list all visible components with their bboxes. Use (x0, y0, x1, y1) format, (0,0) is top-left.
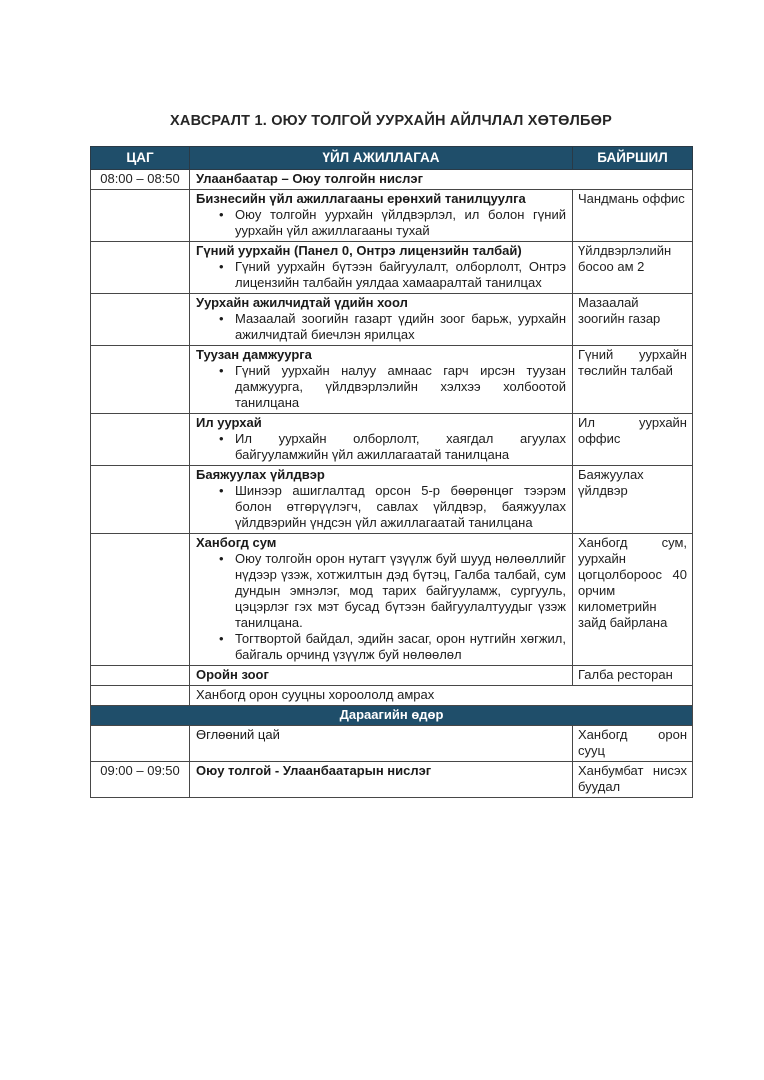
bullet-icon: • (219, 631, 224, 646)
table-row (91, 170, 693, 190)
bullet-item (195, 431, 567, 463)
bullet-icon: • (219, 431, 224, 446)
bullet-text: Шинээр ашиглалтад орсон 5-р бөөрөнцөг тээрэм болон өтгөрүүлэгч, савлах үйлдвэр, баяжуулах үйлдвэрийн үндсэн үйл ажиллагаатай танилцана (235, 483, 566, 530)
table-header (91, 147, 693, 170)
location-cell: Ханбогд орон сууц (573, 726, 693, 762)
column-header-location: БАЙРШИЛ (573, 147, 693, 170)
table-row (91, 726, 693, 762)
time-cell (91, 190, 190, 242)
time-cell (91, 242, 190, 294)
bullet-text: Гүний уурхайн налуу амнаас гарч ирсэн туузан дамжуурга, үйлдвэрлэлийн хэлхээ холбоотой танилцана (235, 363, 566, 410)
activity-cell (190, 466, 573, 534)
bullet-item (195, 631, 567, 663)
document-title: ХАВСРАЛТ 1. ОЮУ ТОЛГОЙ УУРХАЙН АЙЛЧЛАЛ ХӨТӨЛБӨР (170, 113, 612, 129)
table-body (91, 170, 693, 798)
header-row (91, 147, 693, 170)
column-header-activity: ҮЙЛ АЖИЛЛАГАА (190, 147, 573, 170)
activity-cell (190, 242, 573, 294)
location-cell: Үйлдвэрлэлийн босоо ам 2 (573, 242, 693, 294)
activity-title: Оройн зоог (196, 667, 269, 682)
bullet-text: Ил уурхайн олборлолт, хаягдал агуулах байгууламжийн үйл ажиллагаатай танилцана (235, 431, 566, 462)
bullet-icon: • (219, 483, 224, 498)
activity-cell (190, 666, 573, 686)
bullet-icon: • (219, 259, 224, 274)
table-row (91, 346, 693, 414)
location-cell: Баяжуулах үйлдвэр (573, 466, 693, 534)
table-row (91, 466, 693, 534)
time-cell (91, 686, 190, 706)
bullet-icon: • (219, 207, 224, 222)
activity-title: Оюу толгой - Улаанбаатарын нислэг (196, 763, 432, 778)
location-cell: Ханбогд сум, уурхайн цогцолбороос 40 орчим километрийн зайд байрлана (573, 534, 693, 666)
bullet-text: Оюу толгойн уурхайн үйлдвэрлэл, ил болон гүний уурхайн үйл ажиллагааны тухай (235, 207, 566, 238)
schedule-table (90, 146, 693, 798)
activity-title: Туузан дамжуурга (196, 347, 312, 362)
table-row (91, 706, 693, 726)
table-row (91, 534, 693, 666)
activity-title: Улаанбаатар – Оюу толгойн нислэг (196, 171, 424, 186)
activity-title: Уурхайн ажилчидтай үдийн хоол (196, 295, 408, 310)
time-cell (91, 534, 190, 666)
activity-cell (190, 190, 573, 242)
activity-title: Ханбогд орон сууцны хороололд амрах (196, 687, 435, 702)
location-cell: Ханбумбат нисэх буудал (573, 762, 693, 798)
activity-title: Баяжуулах үйлдвэр (196, 467, 325, 482)
table-row (91, 242, 693, 294)
time-cell: 08:00 – 08:50 (91, 170, 190, 190)
bullet-item (195, 551, 567, 631)
location-cell: Чандмань оффис (573, 190, 693, 242)
activity-cell (190, 686, 693, 706)
bullet-text: Оюу толгойн орон нутагт үзүүлж буй шууд нөлөөллийг нүдээр үзэж, хотжилтын дэд бүтэц, Галба талбай, сум дундын эмнэлэг, мод тарих байгууламж, сургууль, цэцэрлэг гэх мэт бусад бүтээн байгуулалтуудыг үзэж танилцана. (235, 551, 566, 630)
bullet-item (195, 207, 567, 239)
location-cell: Галба ресторан (573, 666, 693, 686)
bullet-icon: • (219, 311, 224, 326)
activity-cell (190, 414, 573, 466)
bullet-text: Мазаалай зоогийн газарт үдийн зоог барьж, уурхайн ажилчидтай биечлэн ярилцах (235, 311, 566, 342)
table-row (91, 190, 693, 242)
table-row (91, 414, 693, 466)
time-cell (91, 414, 190, 466)
time-cell (91, 726, 190, 762)
bullet-item (195, 259, 567, 291)
section-band: Дараагийн өдөр (91, 706, 693, 726)
activity-cell (190, 762, 573, 798)
table-row (91, 666, 693, 686)
bullet-text: Тогтвортой байдал, эдийн засаг, орон нутгийн хөгжил, байгаль орчинд үзүүлж буй нөлөөлөл (235, 631, 566, 662)
location-cell: Мазаалай зоогийн газар (573, 294, 693, 346)
column-header-time: ЦАГ (91, 147, 190, 170)
time-cell (91, 466, 190, 534)
activity-cell (190, 170, 693, 190)
bullet-item (195, 311, 567, 343)
location-cell: Ил уурхайн оффис (573, 414, 693, 466)
bullet-icon: • (219, 363, 224, 378)
activity-cell (190, 346, 573, 414)
activity-title: Бизнесийн үйл ажиллагааны ерөнхий танилцуулга (196, 191, 526, 206)
table-row (91, 294, 693, 346)
activity-cell (190, 534, 573, 666)
table-row (91, 762, 693, 798)
time-cell (91, 666, 190, 686)
table-row (91, 686, 693, 706)
bullet-item (195, 363, 567, 411)
bullet-text: Гүний уурхайн бүтээн байгуулалт, олборлолт, Онтрэ лицензийн талбайн уялдаа хамааралтай танилцах (235, 259, 566, 290)
bullet-icon: • (219, 551, 224, 566)
activity-title: Өглөөний цай (196, 727, 280, 742)
bullet-item (195, 483, 567, 531)
time-cell (91, 346, 190, 414)
time-cell: 09:00 – 09:50 (91, 762, 190, 798)
activity-title: Ханбогд сум (196, 535, 277, 550)
time-cell (91, 294, 190, 346)
activity-cell (190, 726, 573, 762)
activity-cell (190, 294, 573, 346)
location-cell: Гүний уурхайн төслийн талбай (573, 346, 693, 414)
activity-title: Гүний уурхайн (Панел 0, Онтрэ лицензийн талбай) (196, 243, 522, 258)
activity-title: Ил уурхай (196, 415, 262, 430)
